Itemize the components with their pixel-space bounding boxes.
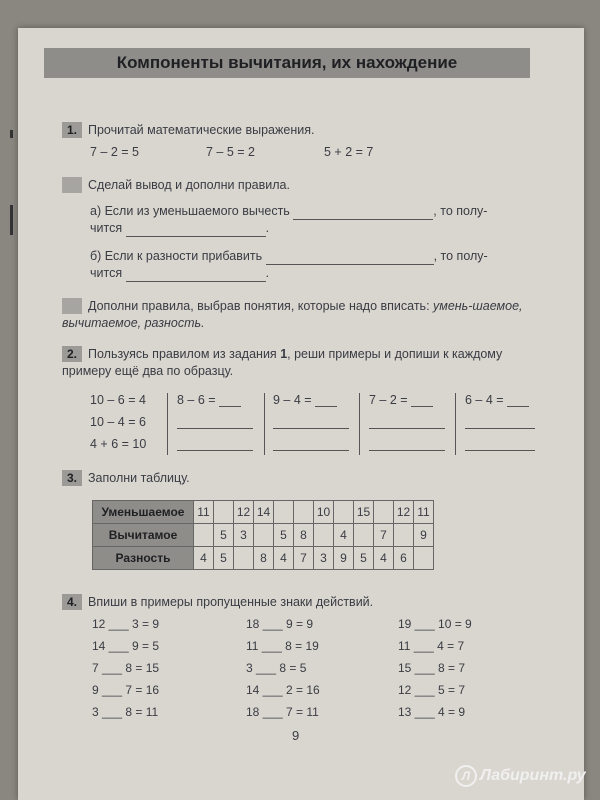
answer-line[interactable]	[465, 428, 535, 429]
table-cell[interactable]	[414, 547, 434, 570]
table-cell[interactable]: 4	[274, 547, 294, 570]
task2-example-2	[273, 393, 349, 459]
task1-heading	[62, 122, 314, 139]
table-cell[interactable]: 5	[214, 547, 234, 570]
expression-1: 7 – 2 = 5	[90, 145, 139, 159]
divider	[359, 393, 360, 455]
equation[interactable]: 15 ___ 8 = 7	[398, 661, 466, 675]
table-cell[interactable]: 5	[214, 524, 234, 547]
table-cell[interactable]: 12	[234, 501, 254, 524]
table-cell[interactable]: 6	[394, 547, 414, 570]
row-header: Уменьшаемое	[93, 501, 194, 524]
fill-rules	[62, 298, 542, 332]
table-cell[interactable]: 15	[354, 501, 374, 524]
table-cell[interactable]	[354, 524, 374, 547]
task-marker	[62, 177, 82, 193]
task2-example-1	[177, 393, 253, 459]
equation[interactable]: 18 ___ 7 = 11	[246, 705, 319, 719]
table-cell[interactable]: 5	[354, 547, 374, 570]
table-cell[interactable]: 12	[394, 501, 414, 524]
equation[interactable]: 19 ___ 10 = 9	[398, 617, 472, 631]
equation[interactable]: 12 ___ 5 = 7	[398, 683, 466, 697]
sample-line: 10 – 6 = 4	[90, 393, 146, 407]
answer-line[interactable]	[273, 450, 349, 451]
task2-text: Пользуясь правилом из задания	[88, 347, 277, 361]
row-header: Вычитамое	[93, 524, 194, 547]
task2-heading	[62, 346, 542, 380]
equation[interactable]: 18 ___ 9 = 9	[246, 617, 314, 631]
rule-a: а) Если из уменьшаемого вычесть , то полу- чится .	[90, 204, 488, 235]
task4-heading	[62, 594, 373, 611]
divider	[167, 393, 168, 455]
task-marker	[62, 298, 82, 314]
task4-column-1	[92, 617, 159, 727]
table-cell[interactable]	[214, 501, 234, 524]
table-row	[93, 524, 434, 547]
task2-sample	[90, 393, 146, 459]
table-cell[interactable]	[394, 524, 414, 547]
table-cell[interactable]: 9	[334, 547, 354, 570]
table-cell[interactable]: 11	[194, 501, 214, 524]
expression-3: 5 + 2 = 7	[324, 145, 374, 159]
table-cell[interactable]: 4	[334, 524, 354, 547]
example-text: 9 – 4 =	[273, 393, 312, 407]
rule-b: б) Если к разности прибавить , то полу- чится .	[90, 249, 488, 280]
rule-b-text-2: , то полу-	[433, 249, 488, 263]
task1-text: Прочитай математические выражения.	[88, 123, 315, 137]
edge-mark	[10, 130, 13, 138]
answer-blank[interactable]	[411, 406, 433, 407]
table-cell[interactable]	[294, 501, 314, 524]
task2-number: 2.	[62, 346, 82, 362]
subtraction-table	[92, 500, 434, 570]
equation[interactable]: 14 ___ 2 = 16	[246, 683, 320, 697]
task2-example-3	[369, 393, 445, 459]
table-cell[interactable]	[194, 524, 214, 547]
equation[interactable]: 9 ___ 7 = 16	[92, 683, 160, 697]
task4-text: Впиши в примеры пропущенные знаки действий.	[88, 595, 374, 609]
answer-blank[interactable]	[507, 406, 529, 407]
task2-example-4	[465, 393, 535, 459]
table-cell[interactable]: 3	[314, 547, 334, 570]
divider	[455, 393, 456, 455]
expression-2: 7 – 5 = 2	[206, 145, 255, 159]
table-cell[interactable]: 8	[254, 547, 274, 570]
fill-rules-text: Дополни правила, выбрав понятия, которые надо вписать:	[88, 299, 430, 313]
answer-blank[interactable]	[219, 406, 241, 407]
task4-column-3	[398, 617, 472, 727]
equation[interactable]: 12 ___ 3 = 9	[92, 617, 160, 631]
table-row	[93, 547, 434, 570]
table-cell[interactable]: 10	[314, 501, 334, 524]
answer-line[interactable]	[369, 450, 445, 451]
table-cell[interactable]: 7	[294, 547, 314, 570]
table-cell[interactable]: 4	[374, 547, 394, 570]
table-row	[93, 501, 434, 524]
page-title: Компоненты вычитания, их нахождение	[44, 48, 530, 78]
task3-text: Заполни таблицу.	[88, 471, 190, 485]
answer-line[interactable]	[177, 428, 253, 429]
equation[interactable]: 14 ___ 9 = 5	[92, 639, 160, 653]
watermark-text: Лабиринт.ру	[480, 767, 586, 785]
table-cell[interactable]	[334, 501, 354, 524]
conclusion-heading	[62, 177, 290, 194]
table-cell[interactable]	[314, 524, 334, 547]
rule-a-text-2: , то полу-	[433, 204, 488, 218]
equation[interactable]: 11 ___ 4 = 7	[398, 639, 465, 653]
sample-line: 10 – 4 = 6	[90, 415, 146, 429]
table-cell[interactable]: 8	[294, 524, 314, 547]
table-cell[interactable]	[254, 524, 274, 547]
table-cell[interactable]	[274, 501, 294, 524]
watermark-logo	[455, 765, 586, 787]
equation[interactable]: 3 ___ 8 = 5	[246, 661, 307, 675]
table-cell[interactable]: 11	[414, 501, 434, 524]
answer-line[interactable]	[465, 450, 535, 451]
divider	[264, 393, 265, 455]
equation[interactable]: 11 ___ 8 = 19	[246, 639, 319, 653]
table-cell[interactable]	[374, 501, 394, 524]
fill-rules-terms: умень-шаемое, вычитаемое, разность.	[62, 299, 523, 330]
table-cell[interactable]: 5	[274, 524, 294, 547]
table-cell[interactable]: 3	[234, 524, 254, 547]
edge-mark	[10, 205, 13, 235]
table-cell[interactable]: 7	[374, 524, 394, 547]
rule-a-blank-2[interactable]	[126, 236, 266, 237]
table-cell[interactable]: 9	[414, 524, 434, 547]
table-cell[interactable]: 4	[194, 547, 214, 570]
task4-number: 4.	[62, 594, 82, 610]
rule-a-text: а) Если из уменьшаемого вычесть	[90, 204, 290, 218]
task3-number: 3.	[62, 470, 82, 486]
answer-line[interactable]	[369, 428, 445, 429]
sample-line: 4 + 6 = 10	[90, 437, 147, 451]
equation[interactable]: 3 ___ 8 = 11	[92, 705, 159, 719]
equation[interactable]: 13 ___ 4 = 9	[398, 705, 466, 719]
rule-a-text-3: чится	[90, 221, 123, 235]
conclusion-text: Сделай вывод и дополни правила.	[88, 178, 290, 192]
rule-b-text-3: чится	[90, 266, 123, 280]
rule-b-text: б) Если к разности прибавить	[90, 249, 263, 263]
rule-b-blank-1[interactable]	[266, 264, 434, 265]
example-text: 8 – 6 =	[177, 393, 216, 407]
labyrinth-icon: Л	[455, 765, 477, 787]
task4-column-2	[246, 617, 320, 727]
task3-heading	[62, 470, 190, 487]
answer-blank[interactable]	[315, 406, 337, 407]
task2-text-bold: 1	[280, 347, 288, 361]
answer-line[interactable]	[177, 450, 253, 451]
answer-line[interactable]	[273, 428, 349, 429]
page-number: 9	[292, 728, 300, 743]
rule-b-blank-2[interactable]	[126, 281, 266, 282]
equation[interactable]: 7 ___ 8 = 15	[92, 661, 160, 675]
table-cell[interactable]: 14	[254, 501, 274, 524]
task2-text-rest: , реши примеры и допиши к каждому примеру ещё два по образцу.	[62, 347, 503, 378]
row-header: Разность	[93, 547, 194, 570]
table-cell[interactable]	[234, 547, 254, 570]
example-text: 7 – 2 =	[369, 393, 408, 407]
rule-a-blank-1[interactable]	[293, 219, 433, 220]
task1-number: 1.	[62, 122, 82, 138]
example-text: 6 – 4 =	[465, 393, 504, 407]
